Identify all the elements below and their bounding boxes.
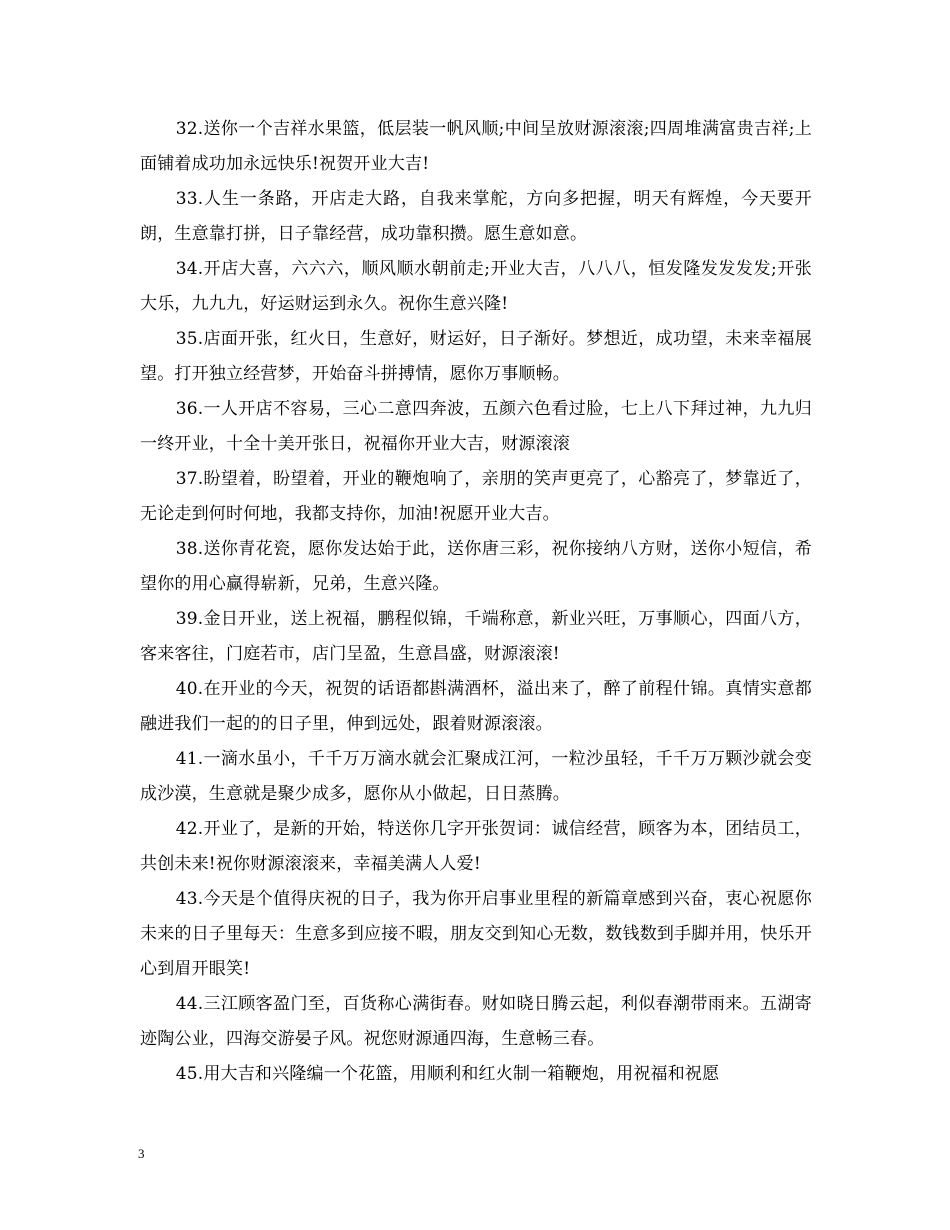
paragraph-45: 45.用大吉和兴隆编一个花篮，用顺利和红火制一箱鞭炮，用祝福和祝愿 [175, 1064, 720, 1084]
page-number: 3 [138, 1146, 145, 1161]
paragraph-34: 34.开店大喜，六六六，顺风顺水朝前走;开业大吉，八八八，恒发隆发发发发;开张大乐，九九九，好运财运到永久。祝你生意兴隆! [140, 259, 812, 314]
paragraph-39: 39.金日开业，送上祝福，鹏程似锦，千端称意，新业兴旺，万事顺心，四面八方，客来客往，门庭若市，店门呈盈，生意昌盛，财源滚滚! [140, 609, 812, 664]
paragraph-41: 41.一滴水虽小，千千万万滴水就会汇聚成江河，一粒沙虽轻，千千万万颗沙就会变成沙漠，生意就是聚少成多，愿你从小做起，日日蒸腾。 [140, 749, 812, 804]
paragraph-35: 35.店面开张，红火日，生意好，财运好，日子渐好。梦想近，成功望，未来幸福展望。打开独立经营梦，开始奋斗拼搏情，愿你万事顺畅。 [140, 329, 812, 384]
paragraph-37: 37.盼望着，盼望着，开业的鞭炮响了，亲朋的笑声更亮了，心豁亮了，梦靠近了，无论走到何时何地，我都支持你，加油!祝愿开业大吉。 [140, 469, 812, 524]
paragraph-33: 33.人生一条路，开店走大路，自我来掌舵，方向多把握，明天有辉煌，今天要开朗，生意靠打拼，日子靠经营，成功靠积攒。愿生意如意。 [140, 189, 812, 244]
paragraph-44: 44.三江顾客盈门至，百货称心满街春。财如晓日腾云起，利似春潮带雨来。五湖寄迹陶公业，四海交游晏子风。祝您财源通四海，生意畅三春。 [140, 994, 812, 1049]
paragraph-32: 32.送你一个吉祥水果篮，低层装一帆风顺;中间呈放财源滚滚;四周堆满富贵吉祥;上面铺着成功加永远快乐!祝贺开业大吉! [140, 119, 812, 174]
paragraph-42: 42.开业了，是新的开始，特送你几字开张贺词：诚信经营，顾客为本，团结员工，共创未来!祝你财源滚滚来，幸福美满人人爱! [140, 819, 812, 874]
paragraph-40: 40.在开业的今天，祝贺的话语都斟满酒杯，溢出来了，醉了前程什锦。真情实意都融进我们一起的的日子里，伸到远处，跟着财源滚滚。 [140, 679, 812, 734]
document-body [140, 112, 812, 1092]
paragraph-38: 38.送你青花瓷，愿你发达始于此，送你唐三彩，祝你接纳八方财，送你小短信，希望你的用心赢得崭新，兄弟，生意兴隆。 [140, 539, 812, 594]
paragraph-43: 43.今天是个值得庆祝的日子，我为你开启事业里程的新篇章感到兴奋，衷心祝愿你未来的日子里每天：生意多到应接不暇，朋友交到知心无数，数钱数到手脚并用，快乐开心到眉开眼笑! [140, 889, 812, 979]
paragraph-36: 36.一人开店不容易，三心二意四奔波，五颜六色看过脸，七上八下拜过神，九九归一终开业，十全十美开张日，祝福你开业大吉，财源滚滚 [140, 399, 812, 454]
